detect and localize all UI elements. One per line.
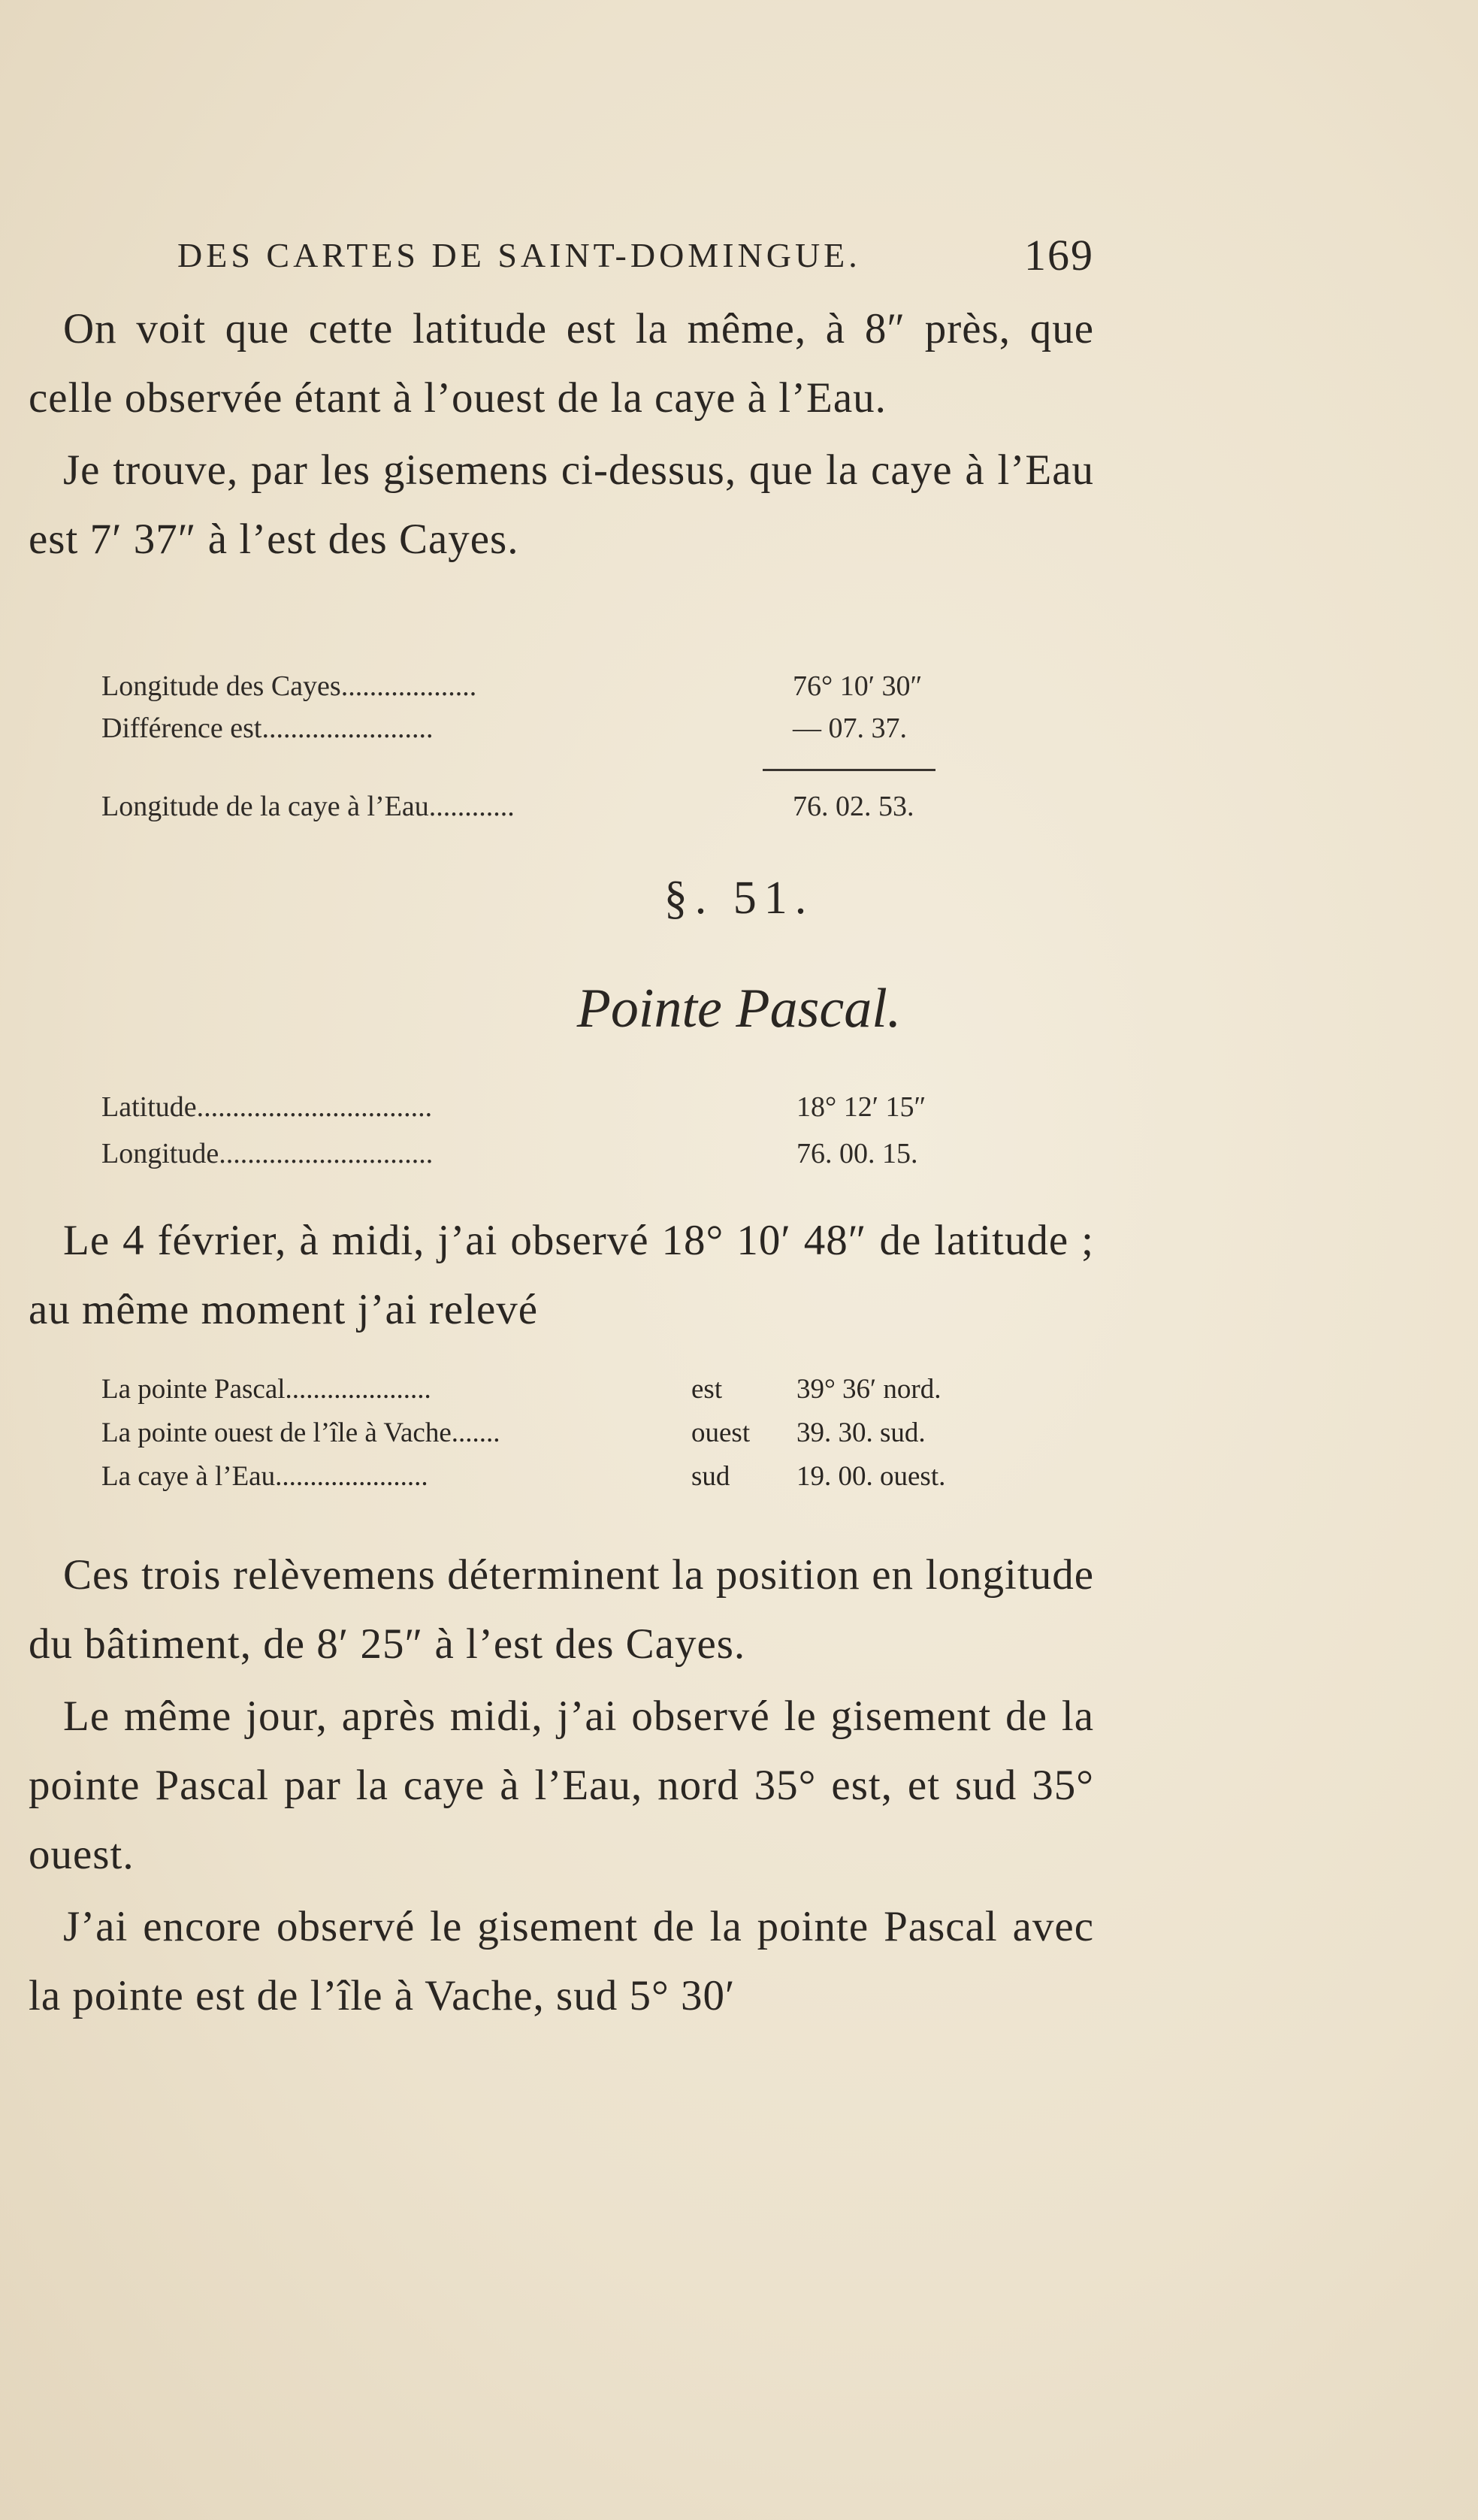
observation-paragraph: [29, 1206, 1094, 1345]
row-value: — 07. 37.: [793, 712, 907, 744]
bearing-row: [101, 1368, 1011, 1411]
row-label: Latitude.................................: [101, 1091, 433, 1123]
section-number: §. 51.: [663, 873, 815, 924]
bearing-direction: est: [691, 1374, 723, 1405]
page-number: 169: [1024, 231, 1094, 280]
row-label: Longitude..............................: [101, 1138, 434, 1169]
row-value: 18° 12′ 15″: [796, 1091, 926, 1123]
row-label: Longitude des Cayes...................: [101, 670, 477, 702]
section-title: Pointe Pascal.: [576, 978, 902, 1039]
bearing-direction: sud: [691, 1461, 730, 1492]
intro-paragraphs: [29, 295, 1094, 574]
bearing-value: 19. 00. ouest.: [796, 1461, 946, 1492]
running-title: DES CARTES DE SAINT-DOMINGUE.: [177, 236, 861, 274]
row-label: Longitude de la caye à l’Eau............: [101, 791, 515, 822]
bearing-label: La caye à l’Eau......................: [101, 1461, 428, 1492]
sum-rule: [763, 769, 935, 771]
paragraph: Le 4 février, à midi, j’ai observé 18° 10′ 48″ de latitude ; au même moment j’ai relevé: [29, 1217, 1094, 1333]
row-value: 76° 10′ 30″: [793, 670, 923, 702]
longitude-table: [101, 665, 1011, 822]
bearing-direction: ouest: [691, 1417, 751, 1448]
bearing-label: La pointe Pascal.....................: [101, 1374, 431, 1405]
bearing-label: La pointe ouest de l’île à Vache.......: [101, 1417, 500, 1448]
bearing-value: 39. 30. sud.: [796, 1417, 926, 1448]
paragraph: Le même jour, après midi, j’ai observé le gisement de la pointe Pascal par la caye à l’Eau, nord 35° est, et sud 35° ouest.: [29, 1693, 1094, 1878]
row-value: 76. 02. 53.: [793, 791, 914, 822]
bearings-table: [101, 1368, 1011, 1499]
paragraph: Je trouve, par les gisemens ci-dessus, que la caye à l’Eau est 7′ 37″ à l’est des Cayes.: [29, 446, 1094, 563]
table-row: [101, 1133, 1011, 1179]
paragraph: J’ai encore observé le gisement de la pointe Pascal avec la pointe est de l’île à Vache, sud 5° 30′: [29, 1903, 1094, 2019]
position-table: [101, 1086, 1011, 1179]
bearing-value: 39° 36′ nord.: [796, 1374, 942, 1405]
table-row: [101, 665, 1011, 707]
bearing-row: [101, 1455, 1011, 1499]
row-label: Différence est........................: [101, 712, 434, 744]
table-row: [101, 707, 1011, 749]
paragraph: On voit que cette latitude est la même, à 8″ près, que celle observée étant à l’ouest de la caye à l’Eau.: [29, 305, 1094, 422]
paragraph: Ces trois relèvemens déterminent la position en longitude du bâtiment, de 8′ 25″ à l’est des Cayes.: [29, 1551, 1094, 1668]
table-total-row: [101, 785, 1011, 827]
bearing-row: [101, 1411, 1011, 1455]
row-value: 76. 00. 15.: [796, 1138, 918, 1169]
closing-paragraphs: [29, 1541, 1094, 2031]
table-row: [101, 1086, 1011, 1133]
